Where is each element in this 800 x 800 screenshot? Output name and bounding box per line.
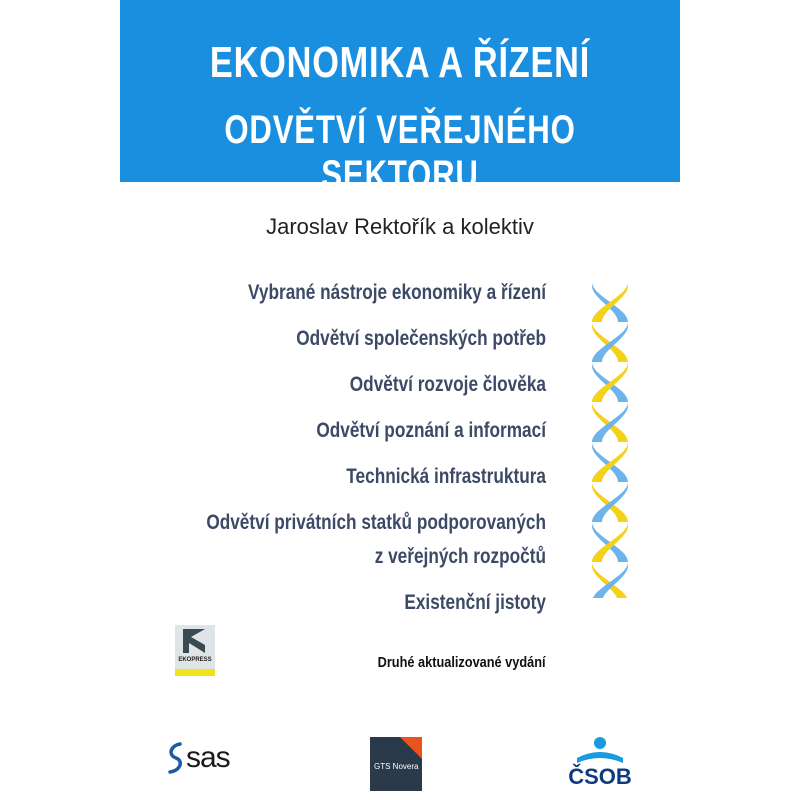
sas-wordmark: sas (186, 741, 230, 774)
topic-item: Technická infrastruktura (346, 465, 546, 488)
topic-item: z veřejných rozpočtů (374, 545, 546, 568)
ekopress-label: EKOPRESS (178, 657, 212, 663)
topic-item: Odvětví společenských potřeb (296, 327, 546, 350)
edition-note: Druhé aktualizované vydání (378, 654, 546, 671)
topic-item: Existenční jistoty (404, 591, 546, 614)
topic-item: Odvětví rozvoje člověka (349, 373, 546, 396)
title-line-2: ODVĚTVÍ VEŘEJNÉHO SEKTORU (224, 108, 576, 197)
braid-graphic (588, 282, 632, 598)
topic-item: Vybrané nástroje ekonomiky a řízení (248, 281, 546, 304)
topic-item: Odvětví poznání a informací (316, 419, 546, 442)
gts-novera-logo (370, 737, 422, 791)
csob-logo (565, 736, 635, 792)
topic-item: Odvětví privátních statků podporovaných (206, 511, 546, 534)
sas-swirl-icon (164, 741, 186, 775)
author: Jaroslav Rektořík a kolektiv (266, 214, 534, 239)
topic-list (126, 278, 546, 618)
ekopress-logo (175, 625, 215, 677)
csob-wordmark: ČSOB (568, 764, 632, 789)
gts-wordmark: GTS Novera (374, 762, 419, 771)
gts-corner (400, 737, 422, 759)
csob-wave-icon (565, 736, 635, 766)
ekopress-bar (175, 669, 215, 676)
title-line-1: EKONOMIKA A ŘÍZENÍ (209, 38, 591, 87)
title-banner (120, 0, 680, 197)
sas-logo (164, 738, 230, 778)
book-cover (120, 0, 680, 800)
